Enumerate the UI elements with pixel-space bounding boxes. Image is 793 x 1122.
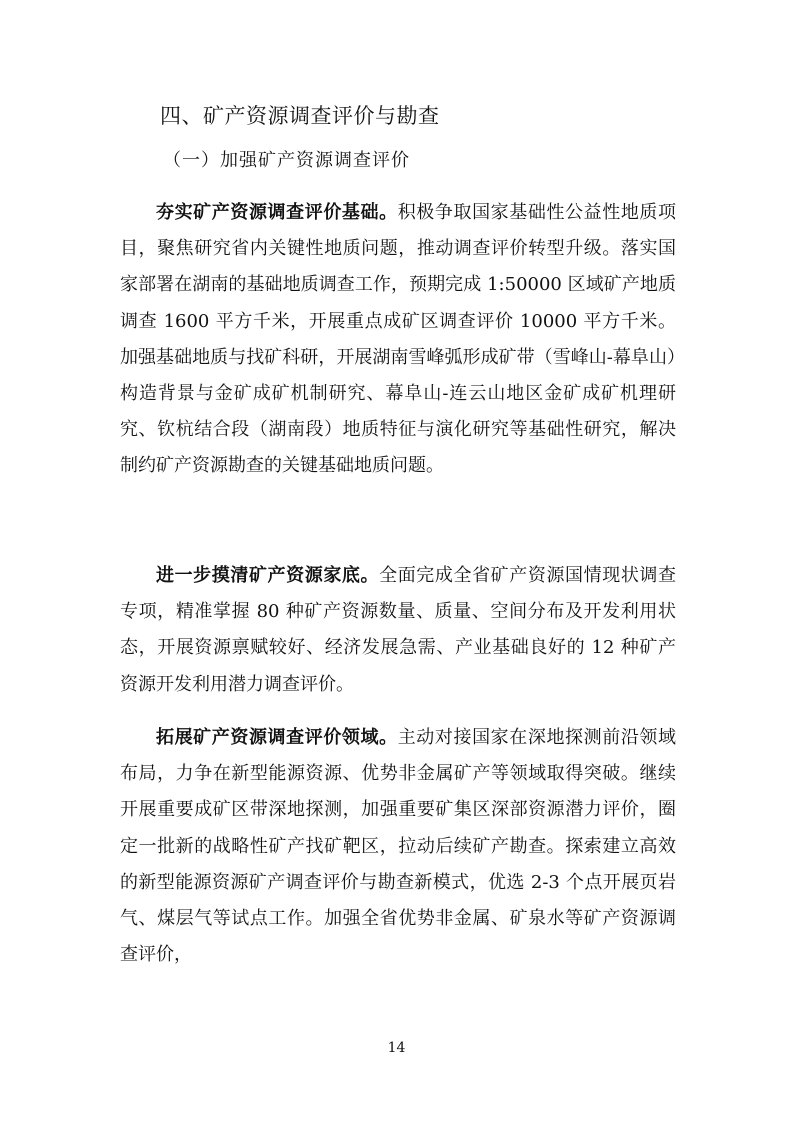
paragraph-foundation [120,195,676,485]
paragraph-text: 全面完成全省矿产资源国情现状调查专项，精准掌握 80 种矿产资源数量、质量、空间分布及开发利用状态，开展资源禀赋较好、经济发展急需、产业基础良好的 12 种矿产资源开发利用潜力调查评价。 [120,565,677,695]
paragraph-lead: 进一步摸清矿产资源家底。 [156,565,380,586]
subsection-heading: （一）加强矿产资源调查评价 [163,150,410,171]
paragraph-text: 主动对接国家在深地探测前沿领域布局，力争在新型能源资源、优势非金属矿产等领域取得突破。继续开展重要成矿区带深地探测，加强重要矿集区深部资源潜力评价，圈定一批新的战略性矿产找矿靶区，拉动后续矿产勘查。探索建立高效的新型能源资源矿产调查评价与勘查新模式，优选 2-3 个点开展页岩气、煤层气等试点工作。加强全省优势非金属、矿泉水等矿产资源调查评价， [120,727,676,966]
paragraph-text: 积极争取国家基础性公益性地质项目，聚焦研究省内关键性地质问题，推动调查评价转型升级。落实国家部署在湖南的基础地质调查工作，预期完成 1:50000 区域矿产地质调查 1600 平方千米，开展重点成矿区调查评价 10000 平方千米。加强基础地质与找矿科研，开展湖南雪峰弧形成矿带（雪峰山-幕阜山）构造背景与金矿成矿机制研究、幕阜山-连云山地区金矿成矿机理研究、钦杭结合段（湖南段）地质特征与演化研究等基础性研究，解决制约矿产资源勘查的关键基础地质问题。 [120,202,676,477]
paragraph-expansion [120,720,676,973]
paragraph-inventory [120,558,676,703]
paragraph-lead: 拓展矿产资源调查评价领域。 [156,727,398,748]
section-heading: 四、矿产资源调查评价与勘查 [160,104,440,128]
paragraph-lead: 夯实矿产资源调查评价基础。 [156,202,398,223]
page-number: 14 [387,1040,406,1056]
